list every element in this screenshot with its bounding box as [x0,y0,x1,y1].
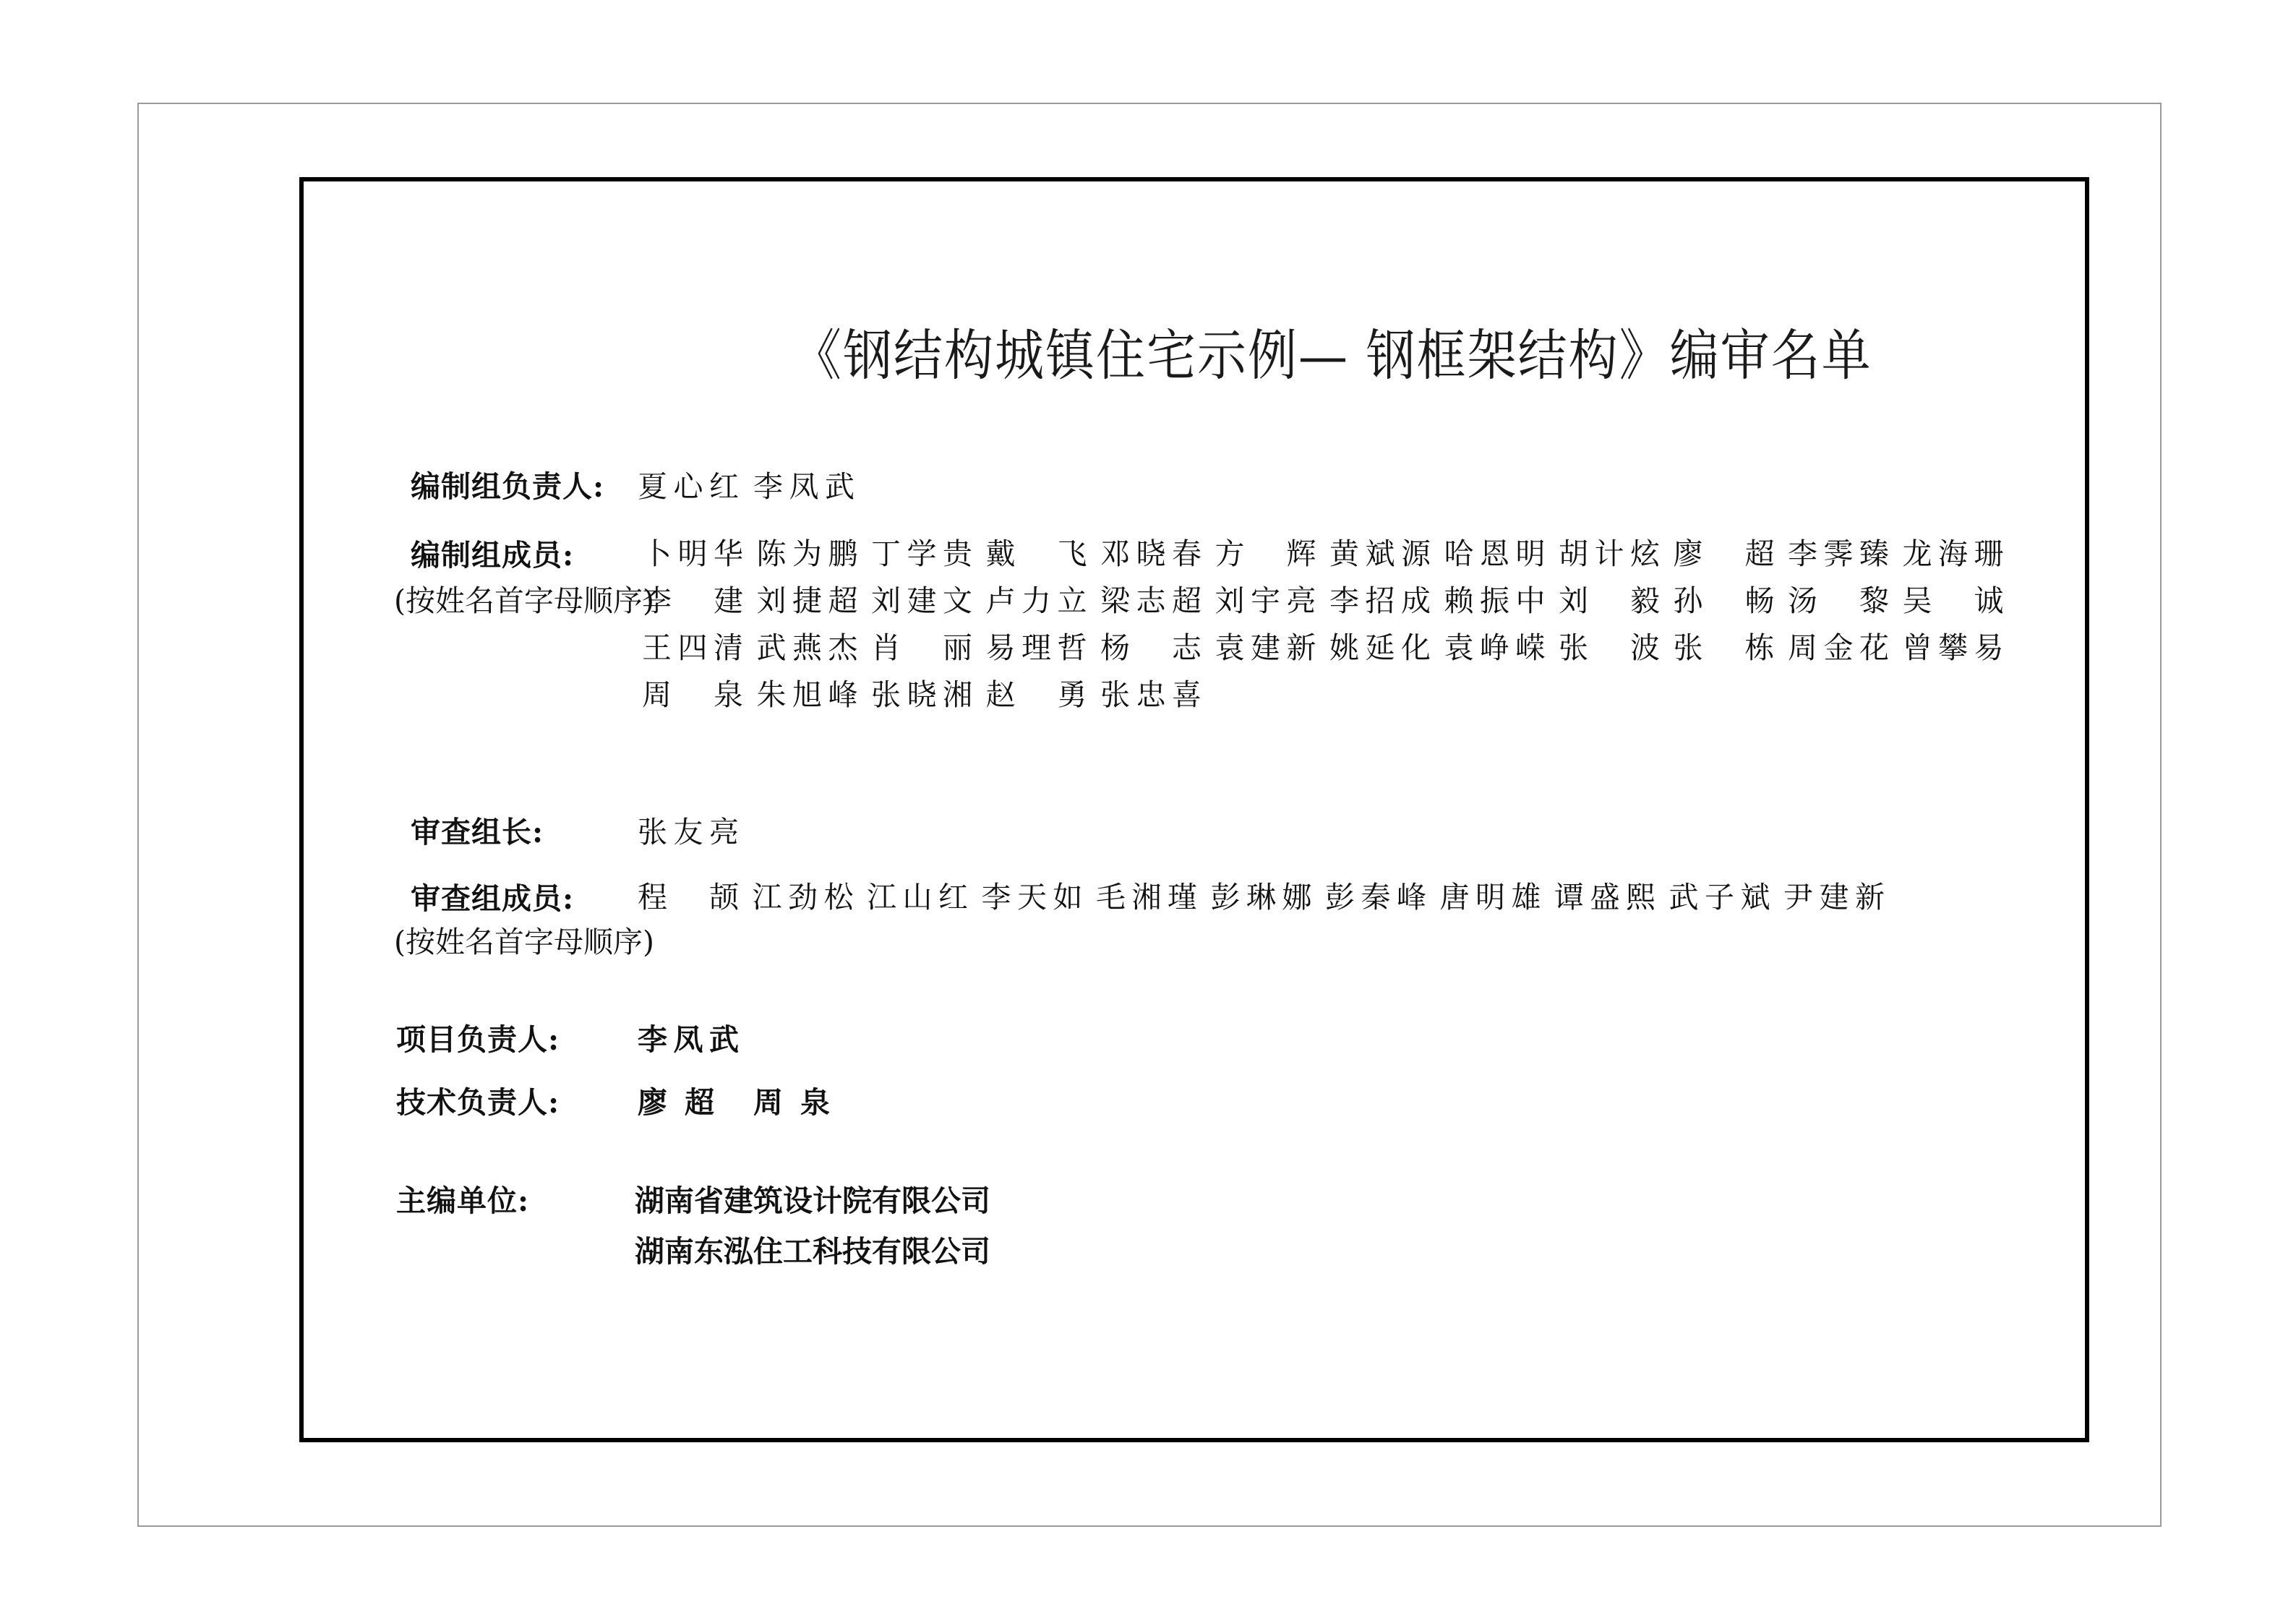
editor-name: 黄斌源 [1329,536,1431,571]
chief-unit-label: 主编单位: [396,1183,530,1218]
editor-name: 朱旭峰 [756,677,858,712]
reviewer-name: 尹建新 [1783,880,1885,915]
editor-name: 廖 超 [1673,536,1775,571]
editor-name: 李招成 [1329,583,1431,618]
editor-name: 戴 飞 [985,536,1087,571]
reviewer-name: 彭秦峰 [1325,880,1426,915]
editor-name: 刘建文 [871,583,972,618]
reviewers-label: 审查组成员: [411,881,575,916]
editor-name: 孙 畅 [1673,583,1775,618]
review-lead-name: 张友亮 [638,815,739,849]
reviewer-name: 毛湘瑾 [1096,880,1197,915]
editor-name: 周金花 [1788,630,1889,665]
editor-name: 肖 丽 [871,630,972,665]
editor-name: 汤 黎 [1788,583,1889,618]
editor-name: 梁志超 [1100,583,1201,618]
tech-lead-name: 廖 超 [638,1085,714,1120]
tech-lead-name: 周 泉 [753,1085,830,1120]
reviewers-sort-note: (按姓名首字母顺序) [394,925,654,959]
editor-name: 张 波 [1559,630,1660,665]
editor-name: 张 栋 [1673,630,1775,665]
reviewer-name: 江山红 [867,880,968,915]
editor-name: 刘 毅 [1559,583,1660,618]
project-lead-name: 李凤武 [638,1022,739,1057]
editors-sort-note: (按姓名首字母顺序) [394,583,654,618]
reviewer-name: 江劲松 [752,880,854,915]
editor-name: 李 建 [642,583,743,618]
editor-name: 刘捷超 [756,583,858,618]
page-title: 《钢结构城镇住宅示例— 钢框架结构》编审名单 [792,324,1872,389]
project-lead-label: 项目负责人: [396,1022,560,1057]
editor-name: 刘宇亮 [1215,583,1316,618]
editor-name: 胡计炫 [1559,536,1660,571]
editor-name: 陈为鹏 [756,536,858,571]
editor-name: 张晓湘 [871,677,972,712]
reviewer-name: 彭琳娜 [1210,880,1312,915]
reviewer-name: 李天如 [981,880,1083,915]
editor-name: 袁建新 [1215,630,1316,665]
editor-name: 赖振中 [1444,583,1546,618]
editor-name: 方 辉 [1215,536,1316,571]
editor-lead-name: 夏心红 [638,469,739,504]
reviewer-name: 唐明雄 [1439,880,1541,915]
editor-name: 龙海珊 [1902,536,2004,571]
editor-name: 卢力立 [985,583,1087,618]
editor-name: 赵 勇 [985,677,1087,712]
editor-name: 武燕杰 [756,630,858,665]
reviewer-name: 谭盛熙 [1554,880,1655,915]
editor-name: 杨 志 [1100,630,1201,665]
editor-name: 丁学贵 [871,536,972,571]
editor-name: 易理哲 [985,630,1087,665]
editor-leads-label: 编制组负责人: [411,469,605,504]
editor-name: 王四清 [642,630,743,665]
editor-name: 卜明华 [642,536,743,571]
chief-unit-name: 湖南东泓住工科技有限公司 [635,1234,990,1269]
editor-lead-name: 李凤武 [753,469,854,504]
reviewer-name: 武子斌 [1669,880,1770,915]
editor-name: 张忠喜 [1100,677,1201,712]
editors-label: 编制组成员: [411,538,575,573]
reviewer-name: 程 颉 [638,880,739,915]
review-lead-label: 审查组长: [411,815,544,849]
editor-name: 吴 诚 [1902,583,2004,618]
chief-unit-name: 湖南省建筑设计院有限公司 [635,1183,990,1218]
editor-name: 哈恩明 [1444,536,1546,571]
editor-name: 姚延化 [1329,630,1431,665]
editor-name: 周 泉 [642,677,743,712]
editor-name: 袁峥嵘 [1444,630,1546,665]
tech-lead-label: 技术负责人: [396,1085,560,1120]
editor-name: 李霁臻 [1788,536,1889,571]
editor-name: 邓晓春 [1100,536,1201,571]
editor-name: 曾攀易 [1902,630,2004,665]
